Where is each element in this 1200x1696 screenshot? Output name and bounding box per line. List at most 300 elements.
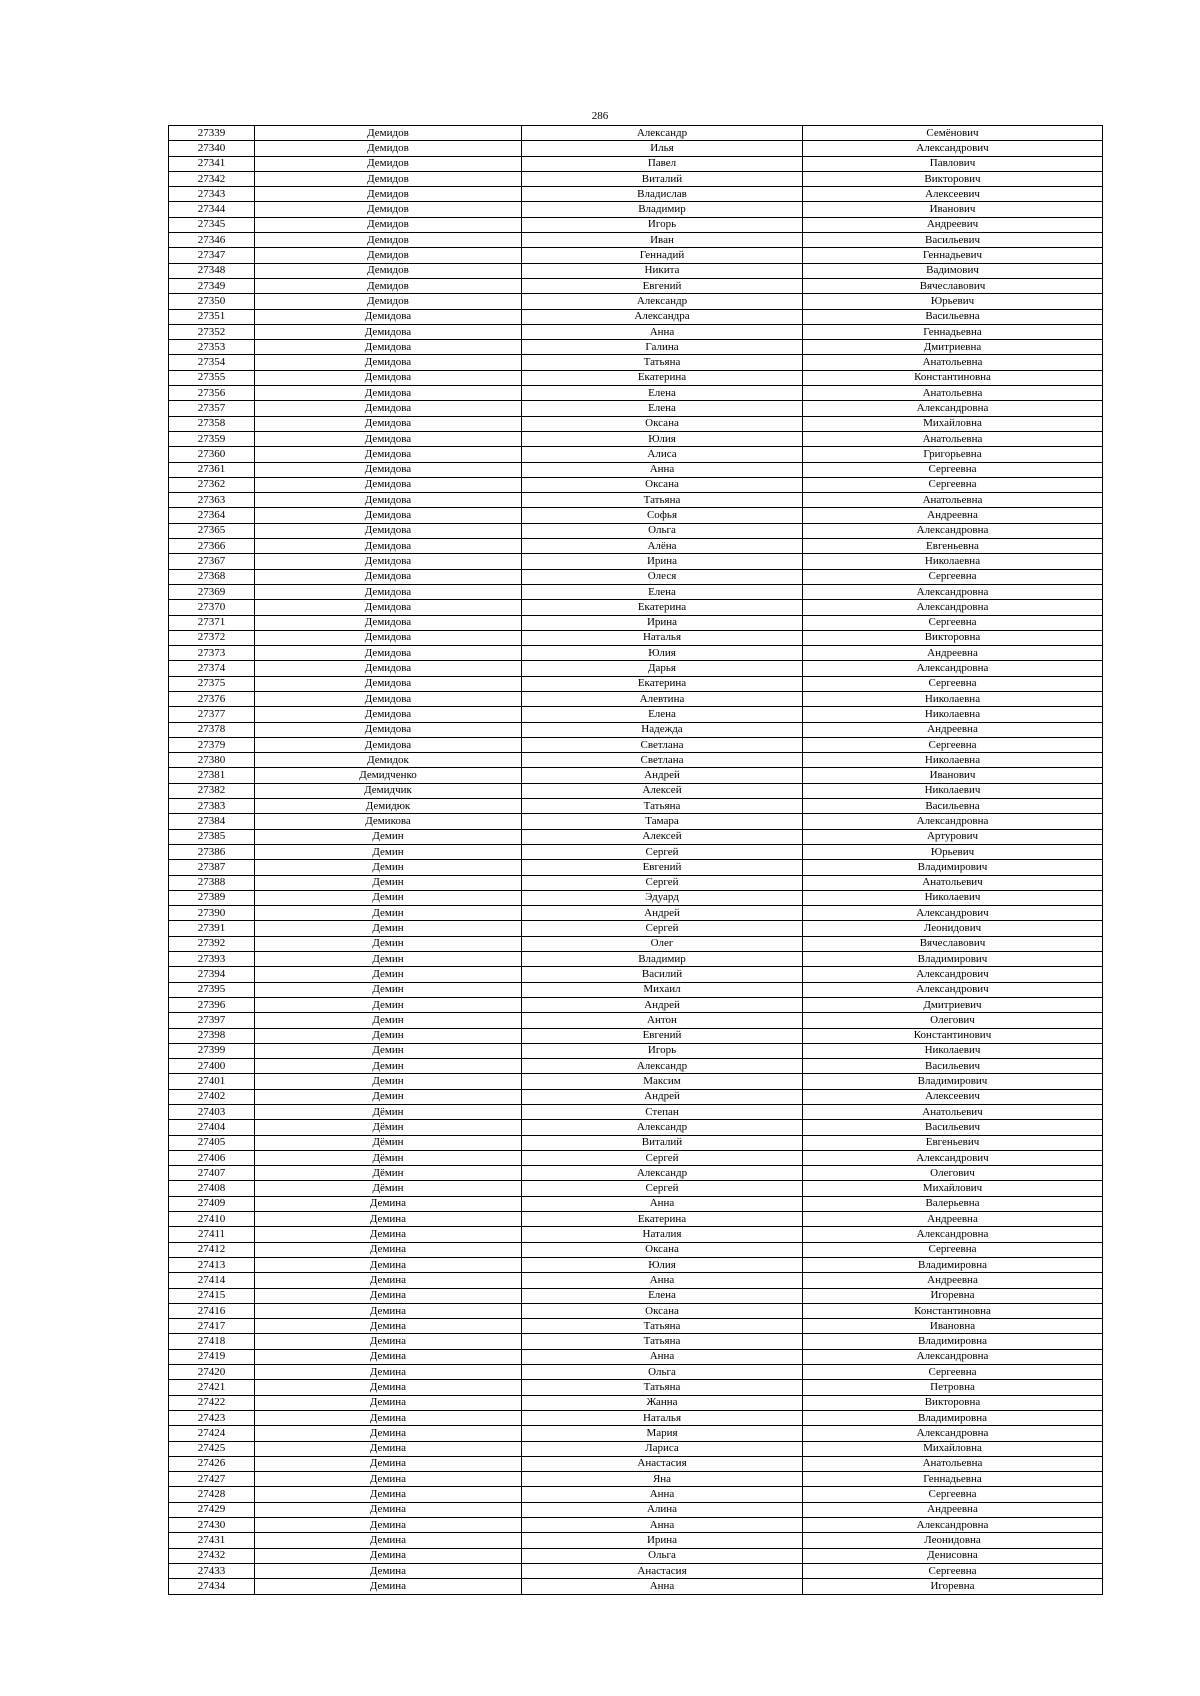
table-row: [169, 1181, 1103, 1196]
row-number-cell: 27416: [169, 1303, 255, 1318]
table-row: [169, 141, 1103, 156]
surname-cell: Демидова: [255, 355, 522, 370]
roster-table: [168, 125, 1103, 1595]
table-row: [169, 1089, 1103, 1104]
table-row: [169, 370, 1103, 385]
first-name-cell: Светлана: [522, 753, 803, 768]
patronymic-cell: Владимирович: [803, 952, 1103, 967]
patronymic-cell: Николаевич: [803, 783, 1103, 798]
first-name-cell: Жанна: [522, 1395, 803, 1410]
patronymic-cell: Анатольевна: [803, 431, 1103, 446]
patronymic-cell: Александровна: [803, 1349, 1103, 1364]
row-number-cell: 27419: [169, 1349, 255, 1364]
patronymic-cell: Сергеевна: [803, 1365, 1103, 1380]
table-row: [169, 187, 1103, 202]
row-number-cell: 27425: [169, 1441, 255, 1456]
table-row: [169, 630, 1103, 645]
patronymic-cell: Михайловна: [803, 1441, 1103, 1456]
patronymic-cell: Владимировна: [803, 1334, 1103, 1349]
patronymic-cell: Александровна: [803, 401, 1103, 416]
first-name-cell: Алексей: [522, 783, 803, 798]
row-number-cell: 27374: [169, 661, 255, 676]
first-name-cell: Сергей: [522, 1181, 803, 1196]
patronymic-cell: Константиновна: [803, 1303, 1103, 1318]
table-row: [169, 1518, 1103, 1533]
table-row: [169, 171, 1103, 186]
row-number-cell: 27347: [169, 248, 255, 263]
surname-cell: Демин: [255, 1013, 522, 1028]
first-name-cell: Елена: [522, 1288, 803, 1303]
surname-cell: Дёмин: [255, 1105, 522, 1120]
surname-cell: Демикова: [255, 814, 522, 829]
row-number-cell: 27341: [169, 156, 255, 171]
table-row: [169, 1212, 1103, 1227]
surname-cell: Демина: [255, 1426, 522, 1441]
patronymic-cell: Анатольевич: [803, 1105, 1103, 1120]
row-number-cell: 27386: [169, 844, 255, 859]
row-number-cell: 27412: [169, 1242, 255, 1257]
patronymic-cell: Леонидовна: [803, 1533, 1103, 1548]
row-number-cell: 27349: [169, 278, 255, 293]
table-row: [169, 860, 1103, 875]
patronymic-cell: Петровна: [803, 1380, 1103, 1395]
first-name-cell: Илья: [522, 141, 803, 156]
surname-cell: Демидова: [255, 646, 522, 661]
row-number-cell: 27393: [169, 952, 255, 967]
first-name-cell: Виталий: [522, 1135, 803, 1150]
table-row: [169, 416, 1103, 431]
first-name-cell: Ирина: [522, 554, 803, 569]
table-row: [169, 1487, 1103, 1502]
first-name-cell: Татьяна: [522, 355, 803, 370]
row-number-cell: 27388: [169, 875, 255, 890]
surname-cell: Демидов: [255, 126, 522, 141]
row-number-cell: 27339: [169, 126, 255, 141]
surname-cell: Демина: [255, 1518, 522, 1533]
table-row: [169, 539, 1103, 554]
table-row: [169, 615, 1103, 630]
table-row: [169, 1288, 1103, 1303]
patronymic-cell: Андреевна: [803, 722, 1103, 737]
first-name-cell: Лариса: [522, 1441, 803, 1456]
surname-cell: Демидов: [255, 278, 522, 293]
patronymic-cell: Александровна: [803, 814, 1103, 829]
patronymic-cell: Андреевна: [803, 646, 1103, 661]
table-row: [169, 936, 1103, 951]
row-number-cell: 27399: [169, 1043, 255, 1058]
table-row: [169, 783, 1103, 798]
first-name-cell: Андрей: [522, 1089, 803, 1104]
row-number-cell: 27384: [169, 814, 255, 829]
patronymic-cell: Вячеславович: [803, 278, 1103, 293]
patronymic-cell: Андреевич: [803, 217, 1103, 232]
table-row: [169, 355, 1103, 370]
first-name-cell: Наталья: [522, 1410, 803, 1425]
patronymic-cell: Анатольевна: [803, 493, 1103, 508]
surname-cell: Демина: [255, 1395, 522, 1410]
row-number-cell: 27377: [169, 707, 255, 722]
row-number-cell: 27409: [169, 1196, 255, 1211]
patronymic-cell: Александрович: [803, 906, 1103, 921]
table-row: [169, 309, 1103, 324]
patronymic-cell: Сергеевна: [803, 676, 1103, 691]
patronymic-cell: Сергеевна: [803, 1563, 1103, 1578]
row-number-cell: 27430: [169, 1518, 255, 1533]
table-row: [169, 1502, 1103, 1517]
first-name-cell: Тамара: [522, 814, 803, 829]
row-number-cell: 27340: [169, 141, 255, 156]
table-row: [169, 477, 1103, 492]
surname-cell: Демина: [255, 1349, 522, 1364]
surname-cell: Демидова: [255, 615, 522, 630]
first-name-cell: Наталья: [522, 630, 803, 645]
surname-cell: Демидова: [255, 691, 522, 706]
surname-cell: Демин: [255, 829, 522, 844]
row-number-cell: 27380: [169, 753, 255, 768]
row-number-cell: 27362: [169, 477, 255, 492]
table-row: [169, 1365, 1103, 1380]
patronymic-cell: Васильевич: [803, 1120, 1103, 1135]
row-number-cell: 27344: [169, 202, 255, 217]
surname-cell: Демидова: [255, 676, 522, 691]
surname-cell: Дёмин: [255, 1135, 522, 1150]
table-row: [169, 1028, 1103, 1043]
patronymic-cell: Иванович: [803, 768, 1103, 783]
surname-cell: Демидов: [255, 187, 522, 202]
surname-cell: Демин: [255, 952, 522, 967]
surname-cell: Демидова: [255, 584, 522, 599]
row-number-cell: 27389: [169, 890, 255, 905]
first-name-cell: Оксана: [522, 1242, 803, 1257]
patronymic-cell: Викторовна: [803, 630, 1103, 645]
row-number-cell: 27378: [169, 722, 255, 737]
first-name-cell: Ирина: [522, 615, 803, 630]
row-number-cell: 27346: [169, 233, 255, 248]
row-number-cell: 27391: [169, 921, 255, 936]
first-name-cell: Анна: [522, 1579, 803, 1594]
patronymic-cell: Сергеевна: [803, 615, 1103, 630]
first-name-cell: Игорь: [522, 217, 803, 232]
first-name-cell: Никита: [522, 263, 803, 278]
patronymic-cell: Иванович: [803, 202, 1103, 217]
surname-cell: Демин: [255, 1043, 522, 1058]
surname-cell: Демидова: [255, 324, 522, 339]
table-row: [169, 921, 1103, 936]
surname-cell: Демина: [255, 1273, 522, 1288]
patronymic-cell: Геннадьевич: [803, 248, 1103, 263]
surname-cell: Демин: [255, 921, 522, 936]
first-name-cell: Анастасия: [522, 1563, 803, 1578]
table-row: [169, 768, 1103, 783]
table-row: [169, 952, 1103, 967]
row-number-cell: 27385: [169, 829, 255, 844]
row-number-cell: 27381: [169, 768, 255, 783]
patronymic-cell: Сергеевна: [803, 1242, 1103, 1257]
first-name-cell: Софья: [522, 508, 803, 523]
surname-cell: Демин: [255, 1074, 522, 1089]
row-number-cell: 27395: [169, 982, 255, 997]
surname-cell: Демидова: [255, 309, 522, 324]
first-name-cell: Владислав: [522, 187, 803, 202]
row-number-cell: 27365: [169, 523, 255, 538]
patronymic-cell: Николаевич: [803, 1043, 1103, 1058]
first-name-cell: Оксана: [522, 416, 803, 431]
surname-cell: Демидова: [255, 401, 522, 416]
surname-cell: Демидова: [255, 493, 522, 508]
table-row: [169, 202, 1103, 217]
surname-cell: Демидова: [255, 737, 522, 752]
first-name-cell: Елена: [522, 584, 803, 599]
surname-cell: Демин: [255, 997, 522, 1012]
patronymic-cell: Владимировна: [803, 1410, 1103, 1425]
row-number-cell: 27434: [169, 1579, 255, 1594]
table-row: [169, 997, 1103, 1012]
table-row: [169, 278, 1103, 293]
row-number-cell: 27432: [169, 1548, 255, 1563]
table-row: [169, 324, 1103, 339]
row-number-cell: 27376: [169, 691, 255, 706]
first-name-cell: Татьяна: [522, 1380, 803, 1395]
surname-cell: Демидова: [255, 539, 522, 554]
row-number-cell: 27392: [169, 936, 255, 951]
surname-cell: Демина: [255, 1456, 522, 1471]
patronymic-cell: Александровна: [803, 1227, 1103, 1242]
table-row: [169, 906, 1103, 921]
table-row: [169, 508, 1103, 523]
first-name-cell: Олег: [522, 936, 803, 951]
patronymic-cell: Вячеславович: [803, 936, 1103, 951]
patronymic-cell: Евгеньевич: [803, 1135, 1103, 1150]
row-number-cell: 27407: [169, 1166, 255, 1181]
table-row: [169, 1441, 1103, 1456]
first-name-cell: Виталий: [522, 171, 803, 186]
row-number-cell: 27372: [169, 630, 255, 645]
patronymic-cell: Анатольевич: [803, 875, 1103, 890]
row-number-cell: 27426: [169, 1456, 255, 1471]
surname-cell: Демидова: [255, 569, 522, 584]
first-name-cell: Оксана: [522, 477, 803, 492]
table-row: [169, 1563, 1103, 1578]
table-row: [169, 829, 1103, 844]
first-name-cell: Александр: [522, 294, 803, 309]
table-row: [169, 1472, 1103, 1487]
first-name-cell: Ольга: [522, 1365, 803, 1380]
table-row: [169, 1410, 1103, 1425]
surname-cell: Демидов: [255, 171, 522, 186]
first-name-cell: Татьяна: [522, 1334, 803, 1349]
table-row: [169, 431, 1103, 446]
first-name-cell: Олеся: [522, 569, 803, 584]
patronymic-cell: Ивановна: [803, 1319, 1103, 1334]
row-number-cell: 27394: [169, 967, 255, 982]
first-name-cell: Александр: [522, 1120, 803, 1135]
surname-cell: Демин: [255, 982, 522, 997]
row-number-cell: 27431: [169, 1533, 255, 1548]
first-name-cell: Галина: [522, 340, 803, 355]
surname-cell: Демидова: [255, 630, 522, 645]
surname-cell: Демидова: [255, 416, 522, 431]
first-name-cell: Юлия: [522, 646, 803, 661]
first-name-cell: Ольга: [522, 523, 803, 538]
first-name-cell: Екатерина: [522, 676, 803, 691]
surname-cell: Демина: [255, 1227, 522, 1242]
surname-cell: Демина: [255, 1563, 522, 1578]
row-number-cell: 27358: [169, 416, 255, 431]
patronymic-cell: Анатольевна: [803, 1456, 1103, 1471]
row-number-cell: 27418: [169, 1334, 255, 1349]
table-row: [169, 401, 1103, 416]
first-name-cell: Алина: [522, 1502, 803, 1517]
surname-cell: Демидова: [255, 722, 522, 737]
table-row: [169, 600, 1103, 615]
patronymic-cell: Сергеевна: [803, 737, 1103, 752]
table-row: [169, 691, 1103, 706]
surname-cell: Демидов: [255, 141, 522, 156]
row-number-cell: 27361: [169, 462, 255, 477]
table-row: [169, 156, 1103, 171]
first-name-cell: Анна: [522, 1487, 803, 1502]
patronymic-cell: Дмитриевна: [803, 340, 1103, 355]
row-number-cell: 27396: [169, 997, 255, 1012]
first-name-cell: Екатерина: [522, 370, 803, 385]
row-number-cell: 27397: [169, 1013, 255, 1028]
patronymic-cell: Анатольевна: [803, 386, 1103, 401]
surname-cell: Демидова: [255, 370, 522, 385]
patronymic-cell: Александровна: [803, 523, 1103, 538]
first-name-cell: Анна: [522, 1349, 803, 1364]
table-row: [169, 386, 1103, 401]
patronymic-cell: Михайлович: [803, 1181, 1103, 1196]
surname-cell: Демина: [255, 1365, 522, 1380]
first-name-cell: Анна: [522, 462, 803, 477]
first-name-cell: Елена: [522, 386, 803, 401]
patronymic-cell: Юрьевич: [803, 844, 1103, 859]
first-name-cell: Анна: [522, 1273, 803, 1288]
row-number-cell: 27402: [169, 1089, 255, 1104]
first-name-cell: Анастасия: [522, 1456, 803, 1471]
table-row: [169, 1303, 1103, 1318]
table-row: [169, 844, 1103, 859]
row-number-cell: 27413: [169, 1257, 255, 1272]
first-name-cell: Евгений: [522, 860, 803, 875]
patronymic-cell: Николаевна: [803, 691, 1103, 706]
patronymic-cell: Александровна: [803, 584, 1103, 599]
row-number-cell: 27363: [169, 493, 255, 508]
patronymic-cell: Андреевна: [803, 1212, 1103, 1227]
surname-cell: Демина: [255, 1212, 522, 1227]
first-name-cell: Алевтина: [522, 691, 803, 706]
table-row: [169, 875, 1103, 890]
first-name-cell: Александр: [522, 126, 803, 141]
patronymic-cell: Андреевна: [803, 508, 1103, 523]
first-name-cell: Анна: [522, 324, 803, 339]
row-number-cell: 27387: [169, 860, 255, 875]
surname-cell: Демина: [255, 1196, 522, 1211]
patronymic-cell: Алексеевич: [803, 187, 1103, 202]
row-number-cell: 27422: [169, 1395, 255, 1410]
first-name-cell: Андрей: [522, 906, 803, 921]
surname-cell: Демидова: [255, 462, 522, 477]
table-row: [169, 753, 1103, 768]
patronymic-cell: Андреевна: [803, 1502, 1103, 1517]
surname-cell: Демин: [255, 844, 522, 859]
patronymic-cell: Константиновна: [803, 370, 1103, 385]
row-number-cell: 27373: [169, 646, 255, 661]
first-name-cell: Владимир: [522, 202, 803, 217]
surname-cell: Демина: [255, 1242, 522, 1257]
patronymic-cell: Семёнович: [803, 126, 1103, 141]
row-number-cell: 27359: [169, 431, 255, 446]
patronymic-cell: Викторовна: [803, 1395, 1103, 1410]
table-row: [169, 1043, 1103, 1058]
patronymic-cell: Александрович: [803, 1150, 1103, 1165]
surname-cell: Демидов: [255, 294, 522, 309]
first-name-cell: Василий: [522, 967, 803, 982]
table-row: [169, 1319, 1103, 1334]
row-number-cell: 27368: [169, 569, 255, 584]
surname-cell: Дёмин: [255, 1120, 522, 1135]
row-number-cell: 27343: [169, 187, 255, 202]
patronymic-cell: Леонидович: [803, 921, 1103, 936]
table-row: [169, 569, 1103, 584]
table-row: [169, 1059, 1103, 1074]
patronymic-cell: Александровна: [803, 1426, 1103, 1441]
page-number: 286: [591, 110, 609, 122]
row-number-cell: 27427: [169, 1472, 255, 1487]
patronymic-cell: Васильевич: [803, 233, 1103, 248]
first-name-cell: Светлана: [522, 737, 803, 752]
first-name-cell: Ольга: [522, 1548, 803, 1563]
roster-body: [169, 126, 1103, 1595]
row-number-cell: 27414: [169, 1273, 255, 1288]
surname-cell: Демина: [255, 1548, 522, 1563]
row-number-cell: 27352: [169, 324, 255, 339]
surname-cell: Демидов: [255, 156, 522, 171]
patronymic-cell: Игоревна: [803, 1579, 1103, 1594]
row-number-cell: 27415: [169, 1288, 255, 1303]
table-row: [169, 1273, 1103, 1288]
row-number-cell: 27360: [169, 447, 255, 462]
table-row: [169, 661, 1103, 676]
first-name-cell: Екатерина: [522, 1212, 803, 1227]
surname-cell: Демидова: [255, 661, 522, 676]
patronymic-cell: Константинович: [803, 1028, 1103, 1043]
patronymic-cell: Александрович: [803, 141, 1103, 156]
patronymic-cell: Сергеевна: [803, 477, 1103, 492]
surname-cell: Дёмин: [255, 1150, 522, 1165]
patronymic-cell: Вадимович: [803, 263, 1103, 278]
surname-cell: Демина: [255, 1502, 522, 1517]
patronymic-cell: Сергеевна: [803, 569, 1103, 584]
patronymic-cell: Валерьевна: [803, 1196, 1103, 1211]
table-row: [169, 493, 1103, 508]
patronymic-cell: Васильевич: [803, 1059, 1103, 1074]
row-number-cell: 27404: [169, 1120, 255, 1135]
surname-cell: Демин: [255, 890, 522, 905]
table-row: [169, 294, 1103, 309]
row-number-cell: 27375: [169, 676, 255, 691]
row-number-cell: 27421: [169, 1380, 255, 1395]
row-number-cell: 27366: [169, 539, 255, 554]
table-row: [169, 263, 1103, 278]
first-name-cell: Михаил: [522, 982, 803, 997]
row-number-cell: 27400: [169, 1059, 255, 1074]
first-name-cell: Юлия: [522, 431, 803, 446]
patronymic-cell: Александровна: [803, 661, 1103, 676]
patronymic-cell: Васильевна: [803, 799, 1103, 814]
first-name-cell: Александр: [522, 1059, 803, 1074]
table-row: [169, 1166, 1103, 1181]
